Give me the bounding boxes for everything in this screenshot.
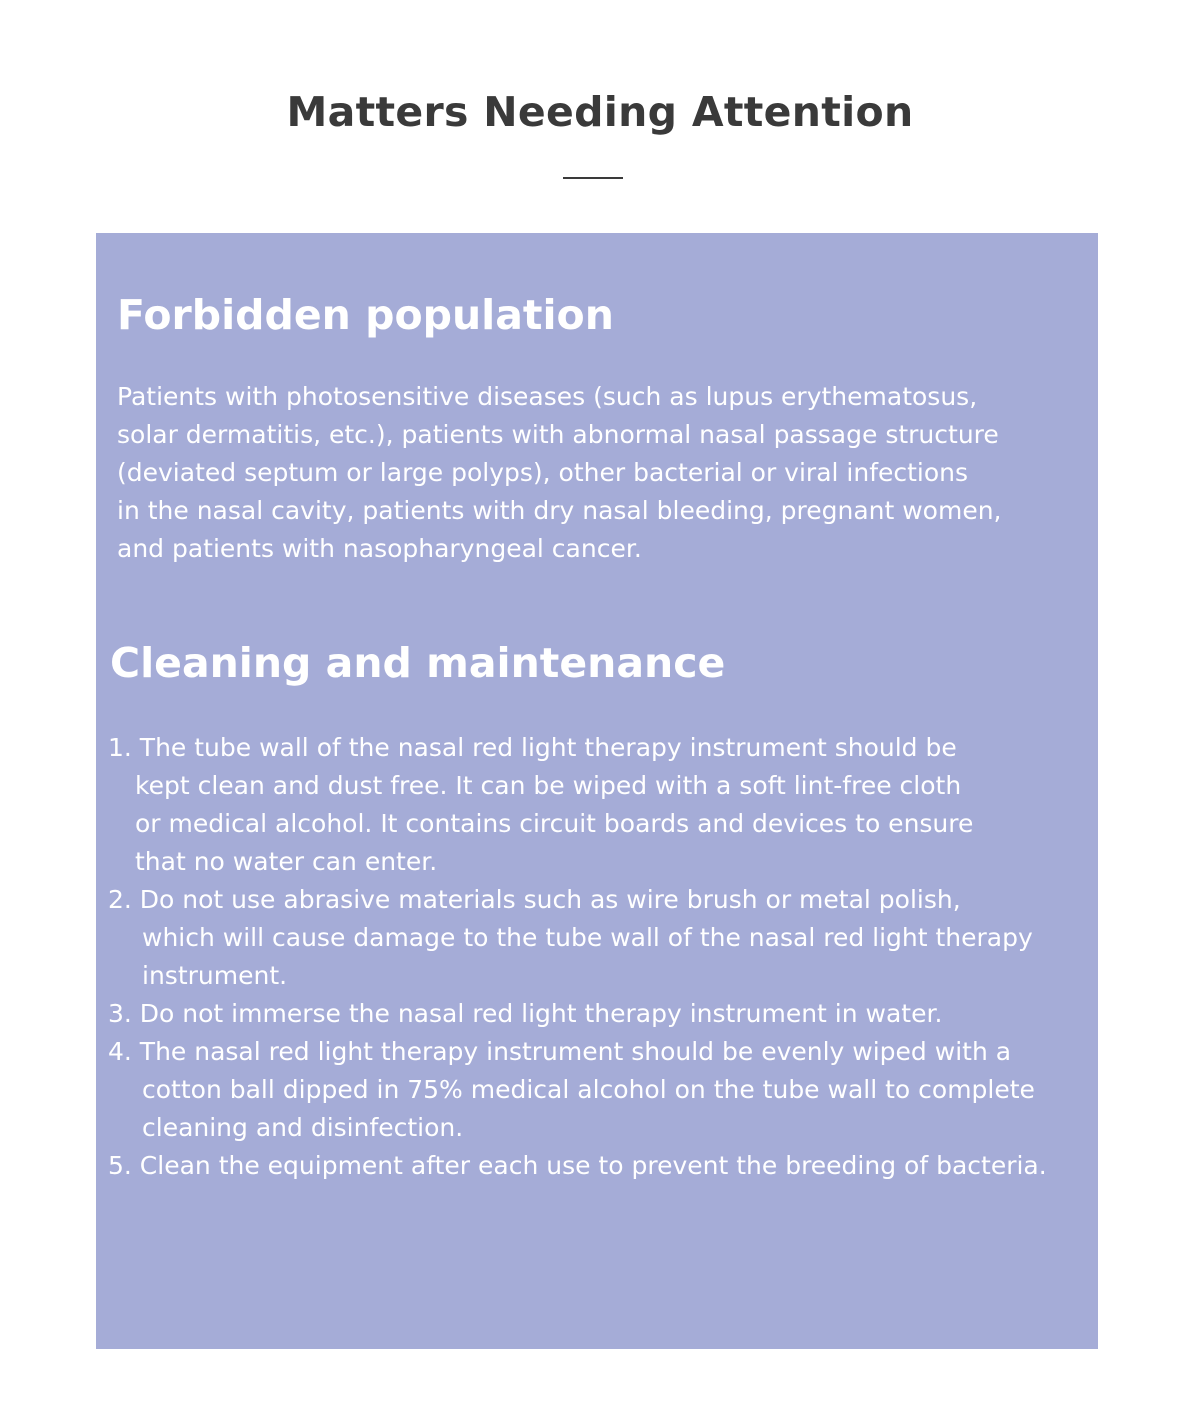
step-line: 2. Do not use abrasive materials such as wire brush or metal polish, [108,885,961,914]
forbidden-text-line: solar dermatitis, etc.), patients with abnormal nasal passage structure [117,420,999,449]
forbidden-text-line: (deviated septum or large polyps), other bacterial or viral infections [117,458,969,487]
step-line: 4. The nasal red light therapy instrument should be evenly wiped with a [108,1037,1012,1066]
content-panel [96,233,1098,1349]
cleaning-maintenance-heading: Cleaning and maintenance [110,639,726,687]
list-item [108,729,1088,881]
forbidden-text-line: in the nasal cavity, patients with dry nasal bleeding, pregnant women, [117,496,1002,525]
title-divider [563,177,623,179]
list-item [108,995,1088,1033]
step-line: 5. Clean the equipment after each use to prevent the breeding of bacteria. [108,1151,1047,1180]
forbidden-text-line: and patients with nasopharyngeal cancer. [117,534,642,563]
page-title: Matters Needing Attention [286,88,914,136]
step-line: cotton ball dipped in 75% medical alcohol on the tube wall to complete [142,1075,1035,1104]
step-line: or medical alcohol. It contains circuit boards and devices to ensure [135,809,974,838]
forbidden-population-text [117,378,1077,568]
list-item [108,1147,1088,1185]
step-line: cleaning and disinfection. [142,1113,464,1142]
list-item [108,881,1088,995]
list-item [108,1033,1088,1147]
step-line: which will cause damage to the tube wall of the nasal red light therapy [142,923,1033,952]
forbidden-text-line: Patients with photosensitive diseases (such as lupus erythematosus, [117,382,978,411]
step-line: instrument. [142,961,288,990]
step-line: that no water can enter. [135,847,438,876]
step-line: kept clean and dust free. It can be wiped with a soft lint-free cloth [135,771,962,800]
step-line: 3. Do not immerse the nasal red light therapy instrument in water. [108,999,943,1028]
step-line: 1. The tube wall of the nasal red light therapy instrument should be [108,733,957,762]
forbidden-population-heading: Forbidden population [117,291,614,339]
cleaning-steps-list [108,729,1088,1185]
